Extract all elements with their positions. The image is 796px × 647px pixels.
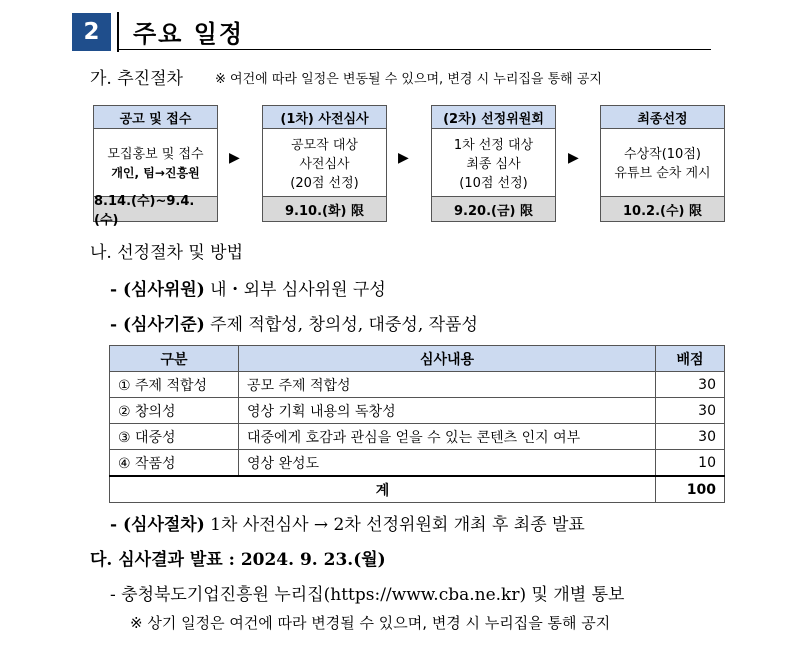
stage-header: 공고 및 접수 bbox=[94, 106, 217, 129]
criterion-score: 30 bbox=[656, 398, 725, 424]
result-notice: - 충청북도기업진흥원 누리집(https://www.cba.ne.kr) 및 개별 통보 bbox=[110, 585, 625, 605]
stage-date: 9.20.(금) 限 bbox=[432, 196, 555, 221]
stage-line: 1차 선정 대상 bbox=[453, 137, 534, 153]
stage-body bbox=[432, 129, 555, 199]
criterion-name: ② 창의성 bbox=[110, 398, 239, 424]
criterion-content: 영상 기획 내용의 독창성 bbox=[239, 398, 656, 424]
stage-header: (2차) 선정위원회 bbox=[432, 106, 555, 129]
stage-second-review bbox=[431, 105, 556, 222]
stage-announcement bbox=[93, 105, 218, 228]
table-row bbox=[110, 372, 725, 398]
judges-label: - (심사위원) bbox=[110, 280, 205, 300]
stage-line: 개인, 팀→진흥원 bbox=[111, 166, 200, 180]
table-row bbox=[110, 450, 725, 477]
arrow-right-icon: ▶ bbox=[229, 150, 240, 166]
section-number-badge bbox=[72, 13, 111, 51]
stage-final-selection bbox=[600, 105, 725, 222]
procedure-note: ※ 여건에 따라 일정은 변동될 수 있으며, 변경 시 누리집을 통해 공지 bbox=[215, 72, 602, 87]
selection-heading: 나. 선정절차 및 방법 bbox=[90, 243, 243, 263]
stage-date: 9.10.(화) 限 bbox=[263, 196, 386, 221]
total-score: 100 bbox=[656, 476, 725, 503]
section-underline bbox=[117, 49, 711, 50]
stage-body bbox=[601, 129, 724, 199]
section-title: 주요 일정 bbox=[133, 20, 245, 48]
stage-line: (20점 선정) bbox=[290, 175, 359, 191]
stage-line: (10점 선정) bbox=[459, 175, 528, 191]
stage-date: 10.2.(수) 限 bbox=[601, 196, 724, 221]
criteria-line bbox=[110, 310, 478, 335]
table-total-row bbox=[110, 476, 725, 503]
result-note: ※ 상기 일정은 여건에 따라 변경될 수 있으며, 변경 시 누리집을 통해 공지 bbox=[130, 614, 611, 632]
stage-line: 공모작 대상 bbox=[291, 137, 358, 153]
table-header: 심사내용 bbox=[239, 346, 656, 372]
evaluation-table bbox=[109, 345, 725, 503]
stage-body bbox=[94, 129, 217, 199]
criterion-score: 30 bbox=[656, 424, 725, 450]
stage-header: (1차) 사전심사 bbox=[263, 106, 386, 129]
criterion-name: ④ 작품성 bbox=[110, 450, 239, 477]
total-label: 계 bbox=[110, 476, 656, 503]
criteria-label: - (심사기준) bbox=[110, 315, 205, 335]
criterion-content: 영상 완성도 bbox=[239, 450, 656, 477]
table-header: 배점 bbox=[656, 346, 725, 372]
judges-line bbox=[110, 275, 386, 300]
criterion-score: 30 bbox=[656, 372, 725, 398]
stage-first-review bbox=[262, 105, 387, 222]
stage-line: 사전심사 bbox=[299, 156, 350, 172]
table-row bbox=[110, 424, 725, 450]
table-row bbox=[110, 398, 725, 424]
criterion-content: 대중에게 호감과 관심을 얻을 수 있는 콘텐츠 인지 여부 bbox=[239, 424, 656, 450]
process-label: - (심사절차) bbox=[110, 515, 205, 535]
process-line bbox=[110, 510, 585, 535]
criterion-name: ① 주제 적합성 bbox=[110, 372, 239, 398]
stage-line: 최종 심사 bbox=[466, 156, 521, 172]
table-header-row bbox=[110, 346, 725, 372]
criterion-content: 공모 주제 적합성 bbox=[239, 372, 656, 398]
stage-body bbox=[263, 129, 386, 199]
table-header: 구분 bbox=[110, 346, 239, 372]
judges-text: 내・외부 심사위원 구성 bbox=[210, 280, 386, 300]
stage-date: 8.14.(수)~9.4.(수) bbox=[94, 196, 217, 221]
criterion-score: 10 bbox=[656, 450, 725, 477]
result-heading: 다. 심사결과 발표 : 2024. 9. 23.(월) bbox=[90, 550, 386, 570]
arrow-right-icon: ▶ bbox=[568, 150, 579, 166]
procedure-heading: 가. 추진절차 bbox=[90, 69, 183, 89]
section-divider bbox=[117, 12, 119, 52]
stage-header: 최종선정 bbox=[601, 106, 724, 129]
criteria-text: 주제 적합성, 창의성, 대중성, 작품성 bbox=[210, 315, 478, 335]
arrow-right-icon: ▶ bbox=[398, 150, 409, 166]
criterion-name: ③ 대중성 bbox=[110, 424, 239, 450]
stage-line: 수상작(10점) bbox=[624, 147, 701, 162]
stage-line: 유튜브 순차 게시 bbox=[614, 166, 711, 181]
process-text: 1차 사전심사 → 2차 선정위원회 개최 후 최종 발표 bbox=[210, 515, 585, 535]
section-number: 2 bbox=[83, 19, 100, 45]
stage-line: 모집홍보 및 접수 bbox=[107, 147, 204, 162]
